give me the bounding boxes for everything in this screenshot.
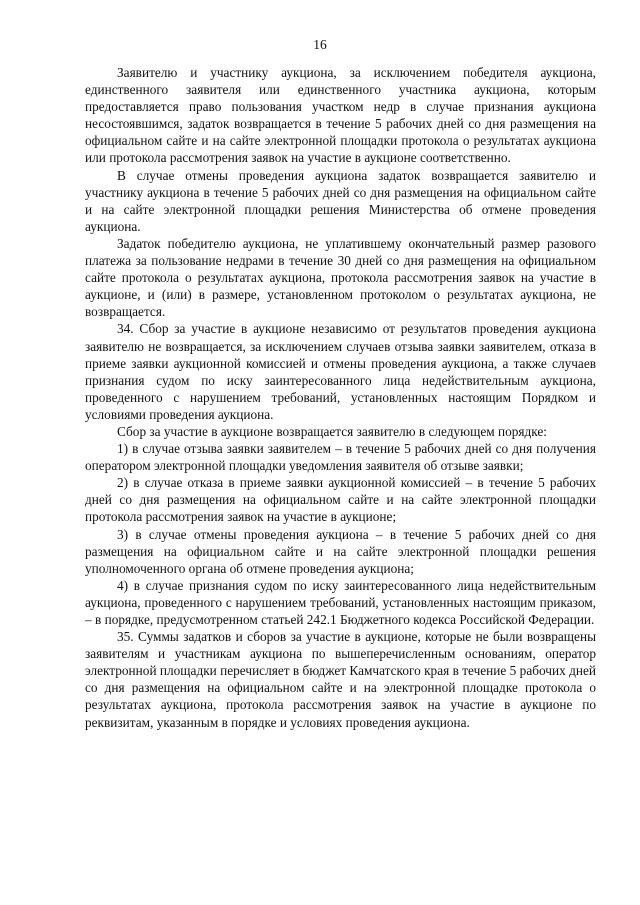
list-item-3: 3) в случае отмены проведения аукциона – в течение 5 рабочих дней со дня размещения на официальном сайте и на сайте электронной площадки решения уполномоченного органа об отмене проведения аукциона; (85, 526, 596, 576)
paragraph-item-34: 34. Сбор за участие в аукционе независимо от результатов проведения аукциона заявителю не возвращается, за исключением случаев отзыва заявки заявителем, отказа в приеме заявки аукционной комиссией и отмены проведения аукциона, а также случаев признания судом по иску заинтересованного лица недействительным аукциона, проведенного с нарушением требований, установленных настоящим Порядком и условиями проведения аукциона. (85, 321, 596, 422)
paragraph-fee-return-order: Сбор за участие в аукционе возвращается заявителю в следующем порядке: (117, 423, 548, 439)
list-item-2: 2) в случае отказа в приеме заявки аукционной комиссией – в течение 5 рабочих дней со дня размещения на официальном сайте и на сайте электронной площадки протокола рассмотрения заявок на участие в аукционе; (85, 475, 596, 525)
list-item-4: 4) в случае признания судом по иску заинтересованного лица недействительным аукциона, проведенного с нарушением требований, установленных настоящим приказом, – в порядке, предусмотренном статьей 242.1 Бюджетного кодекса Российской Федерации. (85, 577, 596, 627)
list-item-1: 1) в случае отзыва заявки заявителем – в течение 5 рабочих дней со дня получения оператором электронной площадки уведомления заявителя об отзыве заявки; (85, 441, 596, 474)
document-body (85, 64, 596, 731)
page-number: 16 (313, 37, 327, 52)
paragraph-deposit-return: Заявителю и участнику аукциона, за исключением победителя аукциона, единственного заявителя или единственного участника аукциона, которым предоставляется право пользования участком недр в случае признания аукциона несостоявшимся, задаток возвращается в течение 5 рабочих дней со дня размещения на официальном сайте и на сайте электронной площадки протокола о результатах аукциона или протокола рассмотрения заявок на участие в аукционе соответственно. (85, 65, 596, 166)
paragraph-winner-deposit: Задаток победителю аукциона, не уплатившему окончательный размер разового платежа за пользование недрами в течение 30 дней со дня размещения на официальном сайте протокола о результатах аукциона, протокола рассмотрения заявок на участие в аукционе, и (или) в размере, установленном протоколом о результатах аукциона, не возвращается. (85, 235, 596, 320)
paragraph-item-35: 35. Суммы задатков и сборов за участие в аукционе, которые не были возвращены заявителям и участникам аукциона по вышеперечисленным основаниям, оператор электронной площадки перечисляет в бюджет Камчатского края в течение 5 рабочих дней со дня размещения на официальном сайте и на электронной площадке протокола о результатах аукциона, протокола рассмотрения заявок на участие в аукционе по реквизитам, указанным в порядке и условиях проведения аукциона. (85, 629, 596, 730)
paragraph-cancellation-deposit: В случае отмены проведения аукциона задаток возвращается заявителю и участнику аукциона в течение 5 рабочих дней со дня размещения на официальном сайте и на сайте электронной площадки решения Министерства об отмене проведения аукциона. (85, 167, 596, 234)
